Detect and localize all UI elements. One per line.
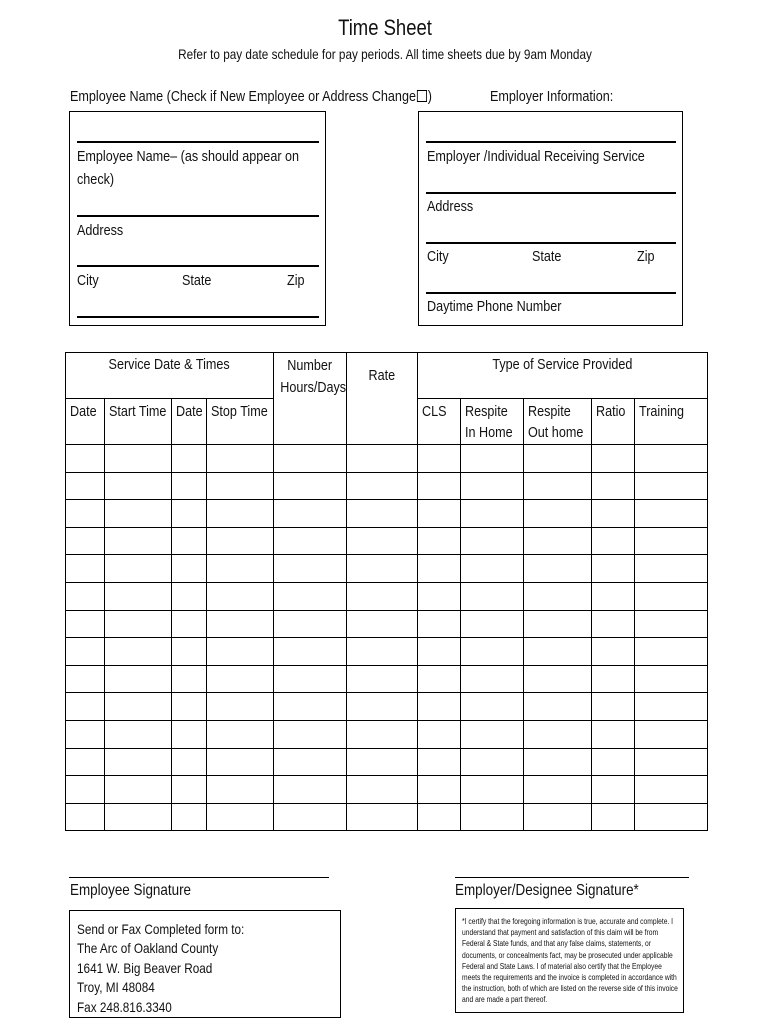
- table-cell[interactable]: [592, 803, 635, 831]
- table-cell[interactable]: [274, 803, 347, 831]
- table-cell[interactable]: [172, 445, 207, 473]
- table-cell[interactable]: [347, 665, 418, 693]
- table-cell[interactable]: [66, 665, 105, 693]
- table-row: [66, 776, 708, 804]
- rate-header: Rate: [347, 353, 418, 445]
- employee-heading-text: Employee Name (Check if New Employee or Address Change: [70, 88, 416, 105]
- table-cell[interactable]: [172, 776, 207, 804]
- table-row: [66, 445, 708, 473]
- table-cell[interactable]: [524, 748, 592, 776]
- table-cell[interactable]: [274, 693, 347, 721]
- table-cell[interactable]: [635, 582, 708, 610]
- table-cell[interactable]: [347, 527, 418, 555]
- table-cell[interactable]: [207, 610, 274, 638]
- table-cell[interactable]: [635, 638, 708, 666]
- table-cell[interactable]: [66, 527, 105, 555]
- table-cell[interactable]: [105, 610, 172, 638]
- employer-phone-line[interactable]: [426, 292, 676, 294]
- table-cell[interactable]: [524, 527, 592, 555]
- employee-zip-label: Zip: [287, 272, 305, 289]
- table-cell[interactable]: [524, 472, 592, 500]
- employee-name-label: Employee Name– (as should appear on: [77, 148, 300, 165]
- table-cell[interactable]: [172, 665, 207, 693]
- table-cell[interactable]: [418, 610, 461, 638]
- employer-name-line[interactable]: [426, 141, 676, 143]
- table-cell[interactable]: [66, 693, 105, 721]
- table-cell[interactable]: [274, 500, 347, 528]
- table-cell[interactable]: [347, 638, 418, 666]
- employer-city-label: City: [427, 248, 449, 265]
- table-cell[interactable]: [66, 776, 105, 804]
- table-cell[interactable]: [592, 500, 635, 528]
- table-row: [66, 638, 708, 666]
- table-cell[interactable]: [105, 748, 172, 776]
- table-cell[interactable]: [66, 803, 105, 831]
- employee-address-line[interactable]: [77, 215, 319, 217]
- mail-to-line-3: 1641 W. Big Beaver Road: [77, 960, 213, 976]
- table-cell[interactable]: [105, 472, 172, 500]
- table-cell[interactable]: [461, 500, 524, 528]
- table-cell[interactable]: [592, 527, 635, 555]
- employee-heading-close: ): [427, 88, 432, 105]
- table-cell[interactable]: [66, 720, 105, 748]
- table-cell[interactable]: [635, 610, 708, 638]
- page-title: Time Sheet: [338, 15, 432, 40]
- table-cell[interactable]: [274, 555, 347, 583]
- table-cell[interactable]: [418, 472, 461, 500]
- table-cell[interactable]: [105, 527, 172, 555]
- table-cell[interactable]: [635, 500, 708, 528]
- employee-section-heading: [70, 88, 432, 106]
- certification-text: *I certify that the foregoing information is true, accurate and complete. I understand that payment and satisfaction of this claim will be from Federal & State funds, and that any false claims, statements, or documents, or concealments fact, may be prosecuted under applicable Federal and State Laws. I of material also certify that the Employee meets the requirements and the invoice is completed in accordance with the instruction, both of which are listed on the reverse side of this invoice and are made a part thereof.: [462, 917, 678, 1005]
- table-cell[interactable]: [274, 776, 347, 804]
- table-cell[interactable]: [105, 776, 172, 804]
- employer-section-heading: Employer Information:: [490, 88, 614, 105]
- table-cell[interactable]: [635, 776, 708, 804]
- table-cell[interactable]: [592, 472, 635, 500]
- table-cell[interactable]: [461, 803, 524, 831]
- table-cell[interactable]: [524, 665, 592, 693]
- table-cell[interactable]: [524, 638, 592, 666]
- table-cell[interactable]: [592, 445, 635, 473]
- table-cell[interactable]: [105, 555, 172, 583]
- table-row: [66, 610, 708, 638]
- table-cell[interactable]: [207, 555, 274, 583]
- table-cell[interactable]: [172, 748, 207, 776]
- table-cell[interactable]: [207, 748, 274, 776]
- table-cell[interactable]: [347, 500, 418, 528]
- table-cell[interactable]: [418, 638, 461, 666]
- employer-zip-label: Zip: [637, 248, 655, 265]
- table-cell[interactable]: [592, 720, 635, 748]
- col-date-2: Date: [172, 399, 207, 445]
- table-cell[interactable]: [524, 776, 592, 804]
- table-cell[interactable]: [635, 555, 708, 583]
- number-hours-days-header: Number Hours/Days: [274, 353, 347, 445]
- table-cell[interactable]: [207, 803, 274, 831]
- employer-name-label: Employer /Individual Receiving Service: [427, 148, 645, 165]
- table-cell[interactable]: [172, 720, 207, 748]
- table-cell[interactable]: [274, 445, 347, 473]
- table-cell[interactable]: [347, 748, 418, 776]
- table-cell[interactable]: [66, 555, 105, 583]
- table-cell[interactable]: [207, 472, 274, 500]
- table-cell[interactable]: [207, 776, 274, 804]
- page-subtitle: Refer to pay date schedule for pay periods. All time sheets due by 9am Monday: [178, 46, 592, 62]
- employer-signature-line[interactable]: [455, 877, 689, 878]
- table-cell[interactable]: [105, 500, 172, 528]
- service-date-times-header: Service Date & Times: [66, 353, 274, 399]
- employer-state-label: State: [532, 248, 562, 265]
- table-cell[interactable]: [524, 610, 592, 638]
- table-cell[interactable]: [347, 803, 418, 831]
- table-cell[interactable]: [461, 610, 524, 638]
- table-cell[interactable]: [347, 472, 418, 500]
- employer-address-line[interactable]: [426, 192, 676, 194]
- employee-name-label-cont: check): [77, 171, 115, 188]
- table-cell[interactable]: [461, 472, 524, 500]
- table-cell[interactable]: [635, 665, 708, 693]
- table-cell[interactable]: [418, 555, 461, 583]
- table-cell[interactable]: [592, 610, 635, 638]
- employer-address-label: Address: [427, 198, 474, 215]
- table-cell[interactable]: [172, 803, 207, 831]
- service-table-body: [66, 445, 708, 831]
- table-cell[interactable]: [274, 610, 347, 638]
- table-cell[interactable]: [461, 748, 524, 776]
- table-cell[interactable]: [461, 445, 524, 473]
- table-cell[interactable]: [347, 555, 418, 583]
- table-cell[interactable]: [418, 803, 461, 831]
- col-cls: CLS: [418, 399, 461, 445]
- table-cell[interactable]: [172, 610, 207, 638]
- employee-info-box: [69, 111, 326, 326]
- employee-signature-label: Employee Signature: [70, 882, 192, 899]
- table-cell[interactable]: [461, 693, 524, 721]
- table-cell[interactable]: [635, 527, 708, 555]
- table-cell[interactable]: [105, 582, 172, 610]
- table-cell[interactable]: [418, 665, 461, 693]
- table-row: [66, 720, 708, 748]
- table-cell[interactable]: [172, 638, 207, 666]
- table-row: [66, 500, 708, 528]
- table-cell[interactable]: [347, 720, 418, 748]
- table-cell[interactable]: [172, 500, 207, 528]
- col-respite-out-home: Respite Out home: [524, 399, 592, 445]
- address-change-checkbox[interactable]: [417, 90, 427, 102]
- table-cell[interactable]: [592, 748, 635, 776]
- table-cell[interactable]: [461, 665, 524, 693]
- mail-to-line-1: Send or Fax Completed form to:: [77, 921, 245, 937]
- table-cell[interactable]: [461, 720, 524, 748]
- table-cell[interactable]: [172, 693, 207, 721]
- employer-city-line[interactable]: [426, 242, 676, 244]
- table-row: [66, 472, 708, 500]
- table-cell[interactable]: [172, 472, 207, 500]
- table-cell[interactable]: [274, 527, 347, 555]
- table-cell[interactable]: [524, 693, 592, 721]
- mail-to-line-5: Fax 248.816.3340: [77, 999, 172, 1015]
- table-row: [66, 582, 708, 610]
- table-row: [66, 527, 708, 555]
- table-cell[interactable]: [418, 776, 461, 804]
- table-cell[interactable]: [105, 638, 172, 666]
- table-cell[interactable]: [635, 803, 708, 831]
- table-cell[interactable]: [524, 500, 592, 528]
- table-cell[interactable]: [592, 665, 635, 693]
- table-cell[interactable]: [592, 582, 635, 610]
- table-cell[interactable]: [418, 445, 461, 473]
- table-cell[interactable]: [66, 445, 105, 473]
- table-cell[interactable]: [347, 445, 418, 473]
- table-cell[interactable]: [635, 748, 708, 776]
- table-cell[interactable]: [172, 555, 207, 583]
- table-cell[interactable]: [347, 693, 418, 721]
- table-cell[interactable]: [635, 445, 708, 473]
- table-cell[interactable]: [524, 555, 592, 583]
- table-cell[interactable]: [207, 445, 274, 473]
- table-cell[interactable]: [66, 610, 105, 638]
- table-cell[interactable]: [274, 582, 347, 610]
- table-cell[interactable]: [635, 693, 708, 721]
- table-cell[interactable]: [592, 776, 635, 804]
- table-cell[interactable]: [524, 445, 592, 473]
- table-cell[interactable]: [105, 803, 172, 831]
- employer-signature-label: Employer/Designee Signature*: [455, 882, 639, 899]
- table-cell[interactable]: [207, 527, 274, 555]
- employee-signature-line[interactable]: [69, 877, 329, 878]
- employee-state-label: State: [182, 272, 212, 289]
- table-cell[interactable]: [207, 582, 274, 610]
- table-cell[interactable]: [592, 693, 635, 721]
- table-cell[interactable]: [274, 472, 347, 500]
- table-cell[interactable]: [461, 638, 524, 666]
- table-cell[interactable]: [461, 555, 524, 583]
- table-cell[interactable]: [105, 693, 172, 721]
- table-row: [66, 803, 708, 831]
- table-cell[interactable]: [418, 720, 461, 748]
- table-cell[interactable]: [592, 555, 635, 583]
- table-row: [66, 665, 708, 693]
- table-row: [66, 693, 708, 721]
- mail-to-line-4: Troy, MI 48084: [77, 979, 155, 995]
- table-cell[interactable]: [461, 582, 524, 610]
- table-cell[interactable]: [418, 748, 461, 776]
- table-row: [66, 555, 708, 583]
- table-cell[interactable]: [207, 693, 274, 721]
- table-cell[interactable]: [105, 720, 172, 748]
- table-cell[interactable]: [207, 638, 274, 666]
- table-cell[interactable]: [105, 665, 172, 693]
- table-cell[interactable]: [274, 665, 347, 693]
- table-cell[interactable]: [207, 665, 274, 693]
- table-cell[interactable]: [172, 582, 207, 610]
- table-cell[interactable]: [105, 445, 172, 473]
- table-cell[interactable]: [635, 472, 708, 500]
- table-cell[interactable]: [66, 582, 105, 610]
- table-cell[interactable]: [461, 527, 524, 555]
- table-cell[interactable]: [418, 527, 461, 555]
- type-of-service-header: Type of Service Provided: [418, 353, 708, 399]
- table-cell[interactable]: [66, 472, 105, 500]
- table-cell[interactable]: [592, 638, 635, 666]
- service-table: [65, 352, 708, 831]
- mail-to-line-2: The Arc of Oakland County: [77, 940, 219, 956]
- table-row: [66, 748, 708, 776]
- col-date-1: Date: [66, 399, 105, 445]
- table-cell[interactable]: [207, 500, 274, 528]
- table-cell[interactable]: [418, 693, 461, 721]
- col-respite-in-home: Respite In Home: [461, 399, 524, 445]
- table-cell[interactable]: [635, 720, 708, 748]
- col-stop-time: Stop Time: [207, 399, 274, 445]
- col-ratio: Ratio: [592, 399, 635, 445]
- table-cell[interactable]: [524, 582, 592, 610]
- table-cell[interactable]: [274, 638, 347, 666]
- col-training: Training: [635, 399, 708, 445]
- table-cell[interactable]: [274, 720, 347, 748]
- table-cell[interactable]: [66, 638, 105, 666]
- table-cell[interactable]: [461, 776, 524, 804]
- table-cell[interactable]: [172, 527, 207, 555]
- employee-name-line[interactable]: [77, 141, 319, 143]
- table-cell[interactable]: [347, 776, 418, 804]
- table-cell[interactable]: [66, 500, 105, 528]
- table-cell[interactable]: [524, 803, 592, 831]
- table-cell[interactable]: [347, 582, 418, 610]
- employer-phone-label: Daytime Phone Number: [427, 298, 562, 315]
- table-cell[interactable]: [524, 720, 592, 748]
- employee-address-label: Address: [77, 222, 124, 239]
- employee-city-label: City: [77, 272, 99, 289]
- table-cell[interactable]: [418, 500, 461, 528]
- employee-city-line[interactable]: [77, 265, 319, 267]
- table-cell[interactable]: [274, 748, 347, 776]
- table-cell[interactable]: [66, 748, 105, 776]
- col-start-time: Start Time: [105, 399, 172, 445]
- table-cell[interactable]: [347, 610, 418, 638]
- table-cell[interactable]: [418, 582, 461, 610]
- employee-extra-line[interactable]: [77, 316, 319, 318]
- table-cell[interactable]: [207, 720, 274, 748]
